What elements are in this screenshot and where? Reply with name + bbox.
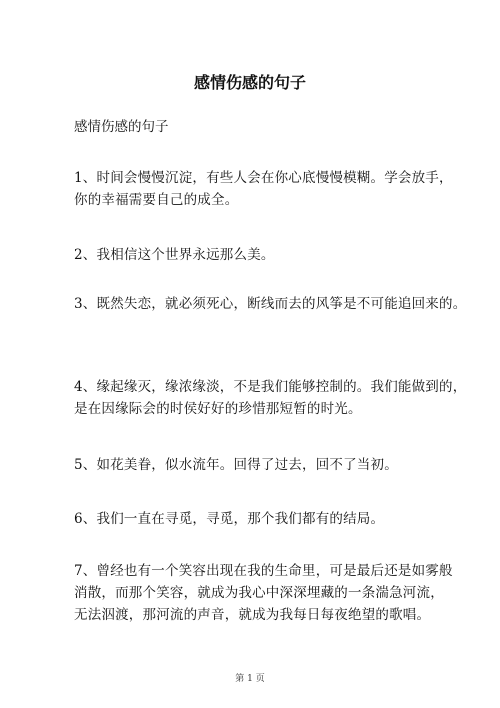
paragraph-1 bbox=[74, 167, 453, 211]
paragraph-line: 7、曾经也有一个笑容出现在我的生命里，可是最后还是如雾般 bbox=[74, 563, 453, 579]
paragraph-line: 6、我们一直在寻觅，寻觅，那个我们都有的结局。 bbox=[74, 511, 385, 527]
paragraph-7 bbox=[74, 560, 453, 626]
page-title: 感情伤感的句子 bbox=[193, 73, 306, 92]
document-subtitle: 感情伤感的句子 bbox=[74, 119, 169, 135]
paragraph-5 bbox=[74, 454, 398, 476]
paragraph-line: 4、缘起缘灭，缘浓缘淡，不是我们能够控制的。我们能做到的， bbox=[74, 379, 467, 395]
page-number-footer: 第 1 页 bbox=[235, 674, 265, 684]
paragraph-line: 5、如花美眷，似水流年。回得了过去，回不了当初。 bbox=[74, 457, 398, 473]
paragraph-line: 2、我相信这个世界永远那么美。 bbox=[74, 247, 275, 263]
paragraph-line: 消散，而那个笑容，就成为我心中深深埋藏的一条湍急河流， bbox=[74, 585, 444, 601]
paragraph-4 bbox=[74, 376, 466, 420]
paragraph-line: 1、时间会慢慢沉淀，有些人会在你心底慢慢模糊。学会放手， bbox=[74, 170, 453, 186]
paragraph-6 bbox=[74, 508, 384, 530]
paragraph-2 bbox=[74, 244, 275, 266]
paragraph-3 bbox=[74, 293, 466, 315]
paragraph-line: 是在因缘际会的时侯好好的珍惜那短暂的时光。 bbox=[74, 401, 362, 417]
paragraph-line: 无法泅渡，那河流的声音，就成为我每日每夜绝望的歌唱。 bbox=[74, 607, 431, 623]
paragraph-line: 你的幸福需要自己的成全。 bbox=[74, 192, 239, 208]
paragraph-line: 3、既然失恋，就必须死心，断线而去的风筝是不可能追回来的。 bbox=[74, 296, 467, 312]
